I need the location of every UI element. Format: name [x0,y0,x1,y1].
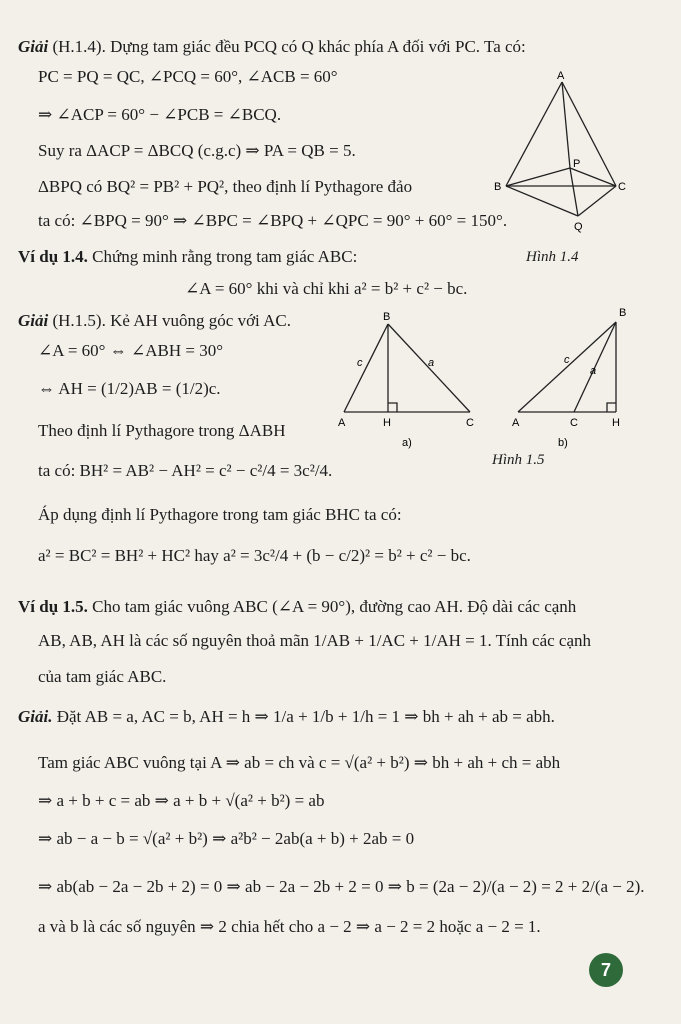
solution-1-3-intro [18,36,526,57]
side-label-c: c [564,354,570,366]
figure-1-5a [332,308,492,458]
vertex-label-A: A [557,70,565,82]
vertex-label-C: C [466,417,474,429]
subfigure-label-a: a) [402,437,412,449]
solution-label: Giải. [18,707,53,726]
solution-text: Đặt AB = a, AC = b, AH = h ⇒ 1/a + 1/b + 1/h = 1 ⇒ bh + ah + ab = abh. [52,707,555,726]
subfigure-label-b: b) [558,437,568,449]
example-text: Cho tam giác vuông ABC (∠A = 90°), đường cao AH. Độ dài các cạnh [87,597,577,616]
figure-caption-1-4: Hình 1.4 [526,249,579,265]
vertex-label-P: P [573,158,581,170]
text-line: a và b là các số nguyên ⇒ 2 chia hết cho a − 2 ⇒ a − 2 = 2 hoặc a − 2 = 1. [38,917,541,936]
figure-1-4 [494,68,634,238]
solution-1-5-intro [18,706,555,727]
page-number: 7 [589,953,623,987]
figure-1-5b [508,300,648,458]
solution-text: (H.1.5). Kẻ AH vuông góc với AC. [48,311,291,330]
text-line: Áp dụng định lí Pythagore trong tam giác BHC ta có: [38,505,402,524]
vertex-label-B: B [494,181,502,193]
side-label-a: a [428,357,435,369]
vertex-label-C: C [570,417,578,429]
vertex-label-A: A [338,417,346,429]
example-label: Ví dụ 1.4. [18,247,88,266]
vertex-label-A: A [512,417,520,429]
example-1-4 [18,246,357,267]
equation-line: ⇒ ab − a − b = √(a² + b²) ⇒ a²b² − 2ab(a + b) + 2ab = 0 [38,829,415,848]
equation-line: Tam giác ABC vuông tại A ⇒ ab = ch và c = √(a² + b²) ⇒ bh + ah + ch = abh [38,753,561,772]
equation-line: ta có: BH² = AB² − AH² = c² − c²/4 = 3c²/4. [38,461,333,480]
equation-line: ⇒ ∠ACP = 60° − ∠PCB = ∠BCQ. [38,105,282,124]
equation-line: PC = PQ = QC, ∠PCQ = 60°, ∠ACB = 60° [38,67,338,86]
vertex-label-B: B [619,307,627,319]
vertex-label-C: C [618,181,626,193]
example-label: Ví dụ 1.5. [18,597,88,616]
equation-line: ⇒ ab(ab − 2a − 2b + 2) = 0 ⇒ ab − 2a − 2b + 2 = 0 ⇒ b = (2a − 2)/(a − 2) = 2 + 2/(a − 2). [38,877,645,896]
text-line: ΔBPQ có BQ² = PB² + PQ², theo định lí Pythagore đảo [38,177,413,196]
text-line: AB, AB, AH là các số nguyên thoả mãn 1/AB + 1/AC + 1/AH = 1. Tính các cạnh [38,631,592,650]
equation-line: a² = BC² = BH² + HC² hay a² = 3c²/4 + (b − c/2)² = b² + c² − bc. [38,546,471,565]
example-text: Chứng minh rằng trong tam giác ABC: [87,247,358,266]
statement-line: ∠A = 60° khi và chỉ khi a² = b² + c² − bc. [185,279,468,298]
vertex-label-B: B [383,311,391,323]
equation-line: ⇔ AH = (1/2)AB = (1/2)c. [38,379,221,398]
solution-text: (H.1.4). Dựng tam giác đều PCQ có Q khác phía A đối với PC. Ta có: [48,37,526,56]
example-1-5 [18,596,576,617]
text-line: Suy ra ΔACP = ΔBCQ (c.g.c) ⇒ PA = QB = 5. [38,141,356,160]
solution-1-4-intro [18,310,291,331]
text-line: của tam giác ABC. [38,667,167,686]
side-label-c: c [357,357,363,369]
side-label-a: a [590,365,597,377]
text-line: Theo định lí Pythagore trong ΔABH [38,421,286,440]
vertex-label-H: H [612,417,620,429]
equation-line: ∠A = 60° ⇔ ∠ABH = 30° [38,341,223,360]
figure-caption-1-5: Hình 1.5 [492,452,545,468]
solution-label: Giải [18,311,49,330]
vertex-label-H: H [383,417,391,429]
equation-line: ⇒ a + b + c = ab ⇒ a + b + √(a² + b²) = ab [38,791,325,810]
vertex-label-Q: Q [574,221,583,233]
solution-label: Giải [18,37,49,56]
equation-line: ta có: ∠BPQ = 90° ⇒ ∠BPC = ∠BPQ + ∠QPC = 90° + 60° = 150°. [38,211,508,230]
